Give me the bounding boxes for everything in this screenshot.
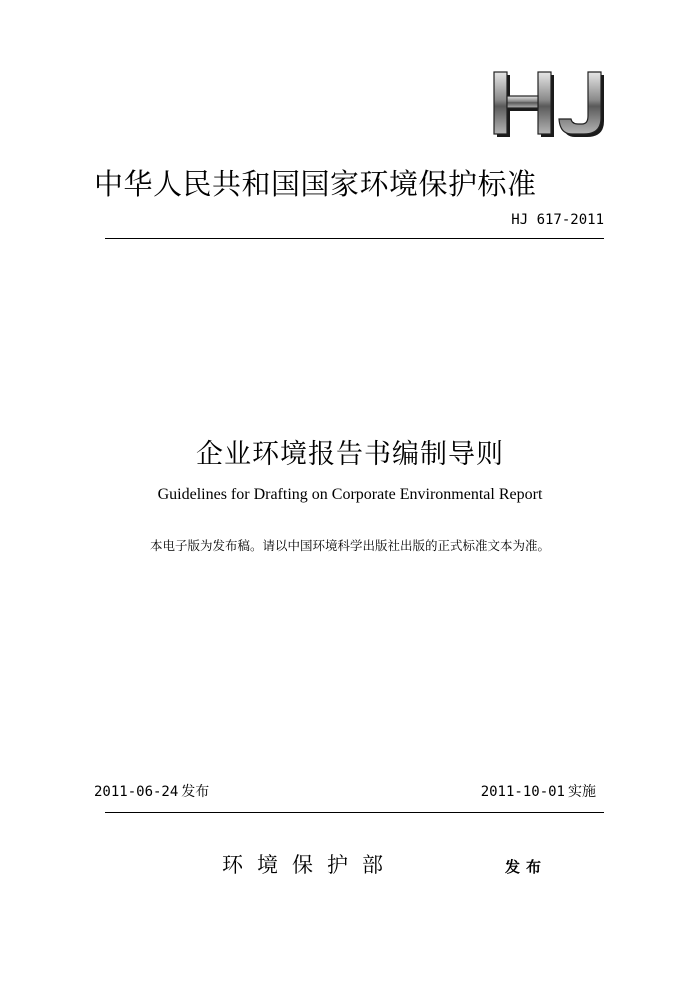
release-date-line xyxy=(94,781,209,801)
hj-logo-icon xyxy=(488,64,614,142)
header-divider xyxy=(105,238,604,239)
document-title: 企业环境报告书编制导则 xyxy=(196,439,504,470)
implementation-label: 实施 xyxy=(568,784,596,800)
publish-label: 发布 xyxy=(505,858,548,876)
implementation-date: 2011-10-01 xyxy=(480,784,565,800)
issuing-authority-title: 中华人民共和国国家环境保护标准 xyxy=(94,167,537,201)
document-subtitle-english: Guidelines for Drafting on Corporate Environmental Report xyxy=(157,486,543,503)
release-label: 发布 xyxy=(181,784,210,800)
standard-number: HJ 617-2011 xyxy=(511,212,604,228)
publisher-name: 环境保护部 xyxy=(222,853,397,877)
electronic-version-notice: 本电子版为发布稿。请以中国环境科学出版社出版的正式标准文本为准。 xyxy=(149,538,550,553)
release-date: 2011-06-24 xyxy=(94,784,179,800)
implementation-date-line xyxy=(481,781,596,801)
footer-divider xyxy=(105,812,604,813)
